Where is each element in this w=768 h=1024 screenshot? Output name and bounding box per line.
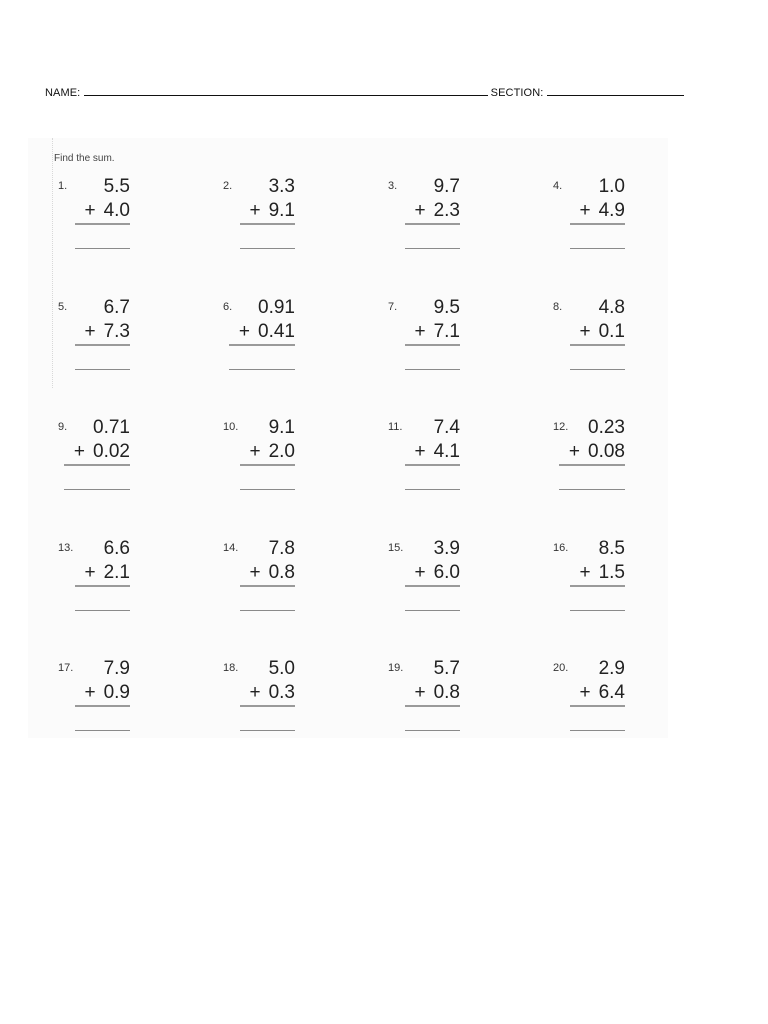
answer-blank [570,248,625,249]
addend-bottom-value: 0.02 [93,441,130,462]
addend-bottom-value: 6.4 [598,682,625,703]
plus-sign: + [414,682,426,703]
addend-top: 6.6 [103,538,130,559]
sum-rule [559,464,625,466]
sum-rule [229,344,295,346]
worksheet-edge [52,138,53,388]
plus-sign: + [249,441,261,462]
answer-blank [75,730,130,731]
problem-number: 17. [58,662,74,674]
addend-top: 9.5 [433,297,460,318]
addend-bottom [569,441,625,463]
addend-bottom [414,562,460,584]
sum-rule [240,585,295,587]
problem-item [549,538,659,628]
plus-sign: + [414,321,426,342]
plus-sign: + [414,562,426,583]
addend-top: 5.0 [268,658,295,679]
sum-rule [64,464,130,466]
addend-bottom [84,200,130,222]
problem-item [384,297,494,387]
addend-top: 0.23 [588,417,625,438]
sum-rule [570,705,625,707]
addend-bottom-value: 0.8 [268,562,295,583]
section-blank-line [547,84,684,96]
addend-bottom [414,321,460,343]
problem-item [54,658,164,748]
problem-number: 7. [388,301,398,313]
plus-sign: + [414,441,426,462]
addend-bottom [579,562,625,584]
sum-rule [75,344,130,346]
name-label: NAME: [45,87,81,99]
plus-sign: + [84,321,96,342]
answer-blank [240,489,295,490]
sum-rule [405,344,460,346]
addend-top: 3.3 [268,176,295,197]
addend-bottom-value: 4.1 [433,441,460,462]
problem-number: 20. [553,662,569,674]
sum-rule [405,705,460,707]
addend-top: 5.5 [103,176,130,197]
addend-top: 6.7 [103,297,130,318]
plus-sign: + [249,682,261,703]
problem-item [549,297,659,387]
addend-bottom [239,321,295,343]
addend-bottom [414,200,460,222]
problem-item [549,658,659,748]
problem-number: 6. [223,301,233,313]
addend-top: 5.7 [433,658,460,679]
answer-blank [240,610,295,611]
addend-top: 2.9 [598,658,625,679]
addend-bottom-value: 6.0 [433,562,460,583]
problem-item [384,176,494,266]
addend-bottom-value: 7.1 [433,321,460,342]
addend-bottom-value: 9.1 [268,200,295,221]
problem-number: 9. [58,421,68,433]
addend-top: 1.0 [598,176,625,197]
plus-sign: + [568,441,581,462]
addend-bottom-value: 1.5 [598,562,625,583]
addend-top: 7.8 [268,538,295,559]
sum-rule [240,223,295,225]
addend-bottom-value: 7.3 [103,321,130,342]
addend-bottom-value: 0.1 [598,321,625,342]
plus-sign: + [73,441,86,462]
addend-bottom [84,682,130,704]
addend-bottom-value: 0.9 [103,682,130,703]
addend-bottom-value: 0.8 [433,682,460,703]
problem-number: 11. [388,421,403,433]
addend-bottom-value: 0.08 [588,441,625,462]
addend-bottom [84,562,130,584]
addend-top: 4.8 [598,297,625,318]
problem-number: 18. [223,662,239,674]
addend-bottom-value: 2.3 [433,200,460,221]
plus-sign: + [414,200,426,221]
problem-number: 13. [58,542,74,554]
sum-rule [75,705,130,707]
problem-number: 3. [388,180,398,192]
addend-bottom [414,441,460,463]
sum-rule [570,344,625,346]
plus-sign: + [238,321,251,342]
problem-item [219,417,329,507]
addend-top: 7.9 [103,658,130,679]
problem-number: 19. [388,662,404,674]
addend-bottom-value: 2.0 [268,441,295,462]
answer-blank [570,610,625,611]
problem-item [549,176,659,266]
plus-sign: + [84,682,96,703]
problem-number: 12. [553,421,569,433]
sum-rule [75,223,130,225]
answer-blank [240,730,295,731]
addend-bottom [84,321,130,343]
name-blank-line [84,84,488,96]
problem-number: 10. [223,421,239,433]
answer-blank [75,369,130,370]
addend-top: 8.5 [598,538,625,559]
problem-item [219,538,329,628]
problem-item [549,417,659,507]
addend-bottom-value: 4.0 [103,200,130,221]
plus-sign: + [579,562,591,583]
addend-bottom [249,441,295,463]
plus-sign: + [249,562,261,583]
problem-item [384,538,494,628]
plus-sign: + [84,200,96,221]
sum-rule [405,585,460,587]
addend-bottom-value: 4.9 [598,200,625,221]
answer-blank [405,610,460,611]
sum-rule [240,464,295,466]
problem-item [219,297,329,387]
plus-sign: + [84,562,96,583]
answer-blank [570,730,625,731]
addend-bottom [579,682,625,704]
answer-blank [64,489,130,490]
addend-bottom [249,682,295,704]
worksheet-image [28,138,668,738]
problem-number: 1. [58,180,68,192]
plus-sign: + [579,682,591,703]
problem-number: 4. [553,180,563,192]
addend-bottom [74,441,130,463]
answer-blank [405,369,460,370]
addend-top: 9.1 [268,417,295,438]
addend-bottom [579,321,625,343]
addend-top: 9.7 [433,176,460,197]
addend-bottom-value: 0.41 [258,321,295,342]
answer-blank [75,248,130,249]
worksheet-instruction: Find the sum. [54,153,115,164]
problem-item [384,658,494,748]
problem-number: 14. [223,542,239,554]
addend-bottom [579,200,625,222]
problem-item [54,176,164,266]
addend-bottom-value: 2.1 [103,562,130,583]
answer-blank [559,489,625,490]
addend-top: 3.9 [433,538,460,559]
problem-item [384,417,494,507]
sum-rule [405,464,460,466]
addend-top: 0.71 [93,417,130,438]
addend-top: 0.91 [258,297,295,318]
answer-blank [405,489,460,490]
answer-blank [405,248,460,249]
problem-number: 5. [58,301,68,313]
problem-number: 15. [388,542,404,554]
problem-item [54,538,164,628]
answer-blank [240,248,295,249]
plus-sign: + [579,321,591,342]
addend-top: 7.4 [433,417,460,438]
plus-sign: + [579,200,591,221]
answer-blank [75,610,130,611]
sum-rule [570,223,625,225]
addend-bottom-value: 0.3 [268,682,295,703]
answer-blank [405,730,460,731]
problem-number: 8. [553,301,563,313]
addend-bottom [414,682,460,704]
plus-sign: + [249,200,261,221]
section-label: SECTION: [490,87,544,99]
problem-item [54,297,164,387]
sum-rule [570,585,625,587]
problem-item [219,176,329,266]
problem-number: 16. [553,542,569,554]
sum-rule [405,223,460,225]
addend-bottom [249,562,295,584]
answer-blank [229,369,295,370]
worksheet-header [45,84,684,99]
addend-bottom [249,200,295,222]
problem-item [54,417,164,507]
problem-number: 2. [223,180,233,192]
sum-rule [240,705,295,707]
answer-blank [570,369,625,370]
problem-item [219,658,329,748]
sum-rule [75,585,130,587]
